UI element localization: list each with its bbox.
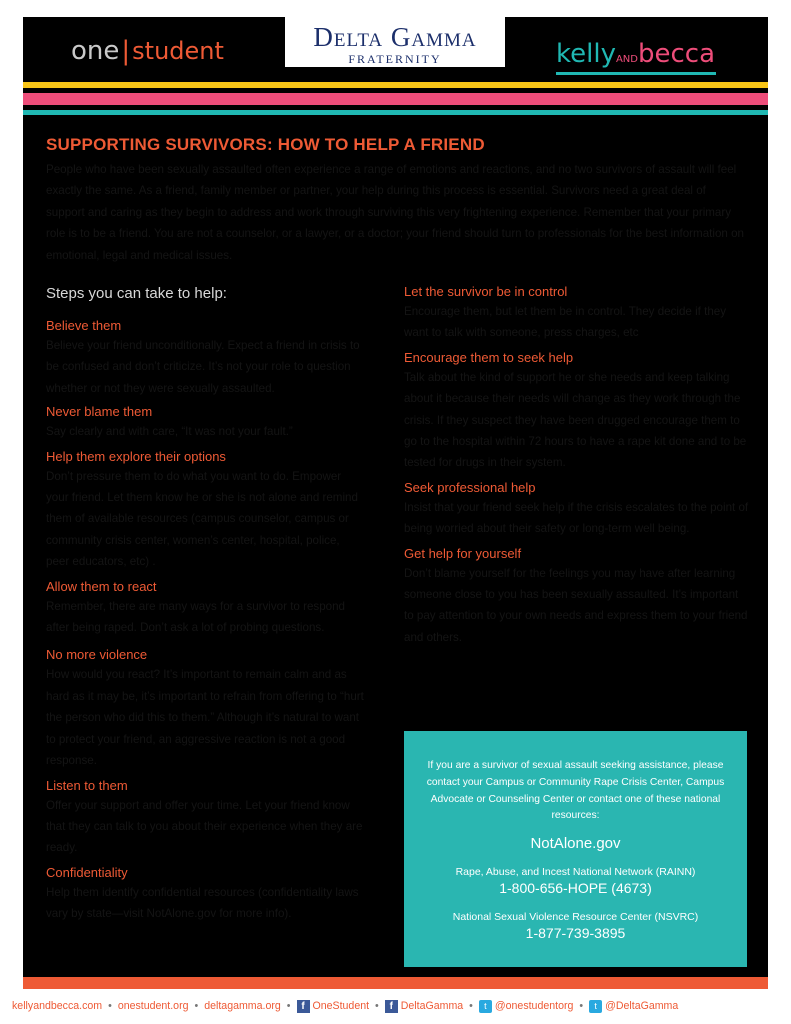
section-body: Don’t blame yourself for the feelings you may have after learning someone close to you has been sexually assaulted. It’s important to pay attention to your own needs and express them to your friend and others. (404, 566, 748, 644)
section-never-blame-them (46, 403, 366, 442)
section-title: Get help for yourself (404, 545, 522, 561)
facebook-icon: f (297, 1000, 310, 1013)
section-title: Listen to them (46, 777, 128, 793)
section-title: No more violence (46, 647, 148, 663)
footer-links (12, 995, 777, 1017)
kellyandbecca-link[interactable]: kellyandbecca.com (12, 1000, 103, 1012)
section-help-yourself (404, 545, 749, 649)
resource-box (404, 731, 747, 967)
rainn-label: Rape, Abuse, and Incest National Network (RAINN) (455, 866, 696, 879)
twitter-icon: t (589, 1000, 602, 1013)
section-title: Never blame them (46, 404, 153, 420)
section-body: Talk about the kind of support he or she needs and keep talking about it because their needs will change as they work through the crisis. If they suspect they have been drugged encourage them to go to the hospital within 72 hours to have a rape kit done and to be tested for drugs in their system. (404, 370, 747, 470)
yellow-stripe (23, 82, 768, 88)
section-body: Offer your support and offer your time. Let your friend know that they can talk to you about their experience when they are ready. (46, 798, 363, 855)
section-body: How would you react? It’s important to remain calm and as hard as it may be, it’s important to refrain from offering to “hurt the person who did this to them.” Although it’s natural to want to protect your friend, an aggressive reaction is not a good response. (46, 668, 364, 768)
rainn-phone[interactable]: 1-800-656-HOPE (4673) (499, 880, 652, 897)
section-body: Believe your friend unconditionally. Expect a friend in crisis to be confused and don’t criticize. It’s not your role to question whether or not they were sexually assaulted. (46, 339, 360, 395)
section-body: Don’t pressure them to do what you want to do. Empower your friend. Let them know he or she is not alone and remind them of available resources (campus counselor, campus or community crisis center, women’s center, hospital, police, peer educators, etc) . (46, 469, 358, 569)
section-professional-help (404, 479, 749, 540)
deltagamma-link[interactable]: deltagamma.org (204, 1000, 281, 1012)
onestudent-link[interactable]: onestudent.org (117, 1000, 189, 1012)
separator: • (469, 1000, 473, 1012)
section-explore-options (46, 448, 366, 573)
section-title: Seek professional help (404, 479, 536, 495)
separator: • (194, 1000, 199, 1012)
section-title: Encourage them to seek help (404, 349, 574, 365)
separator: • (579, 1000, 584, 1012)
intro-paragraph: People who have been sexually assaulted often experience a range of emotions and reactions, and no two survivors of assault will feel exactly the same. As a friend, family member or partner, your help during this process is essential. Survivors need a great deal of support and caring as they begin to address and work through surviving this very frightening experience. Remember that your primary role is to be a friend. You are not a counselor, or a lawyer, or a doctor; your friend should turn to professionals for the best information on emotional, legal and medical issues. (46, 163, 744, 262)
kelly-and-becca-logo: kellyANDbecca (556, 39, 715, 69)
section-title: Confidentiality (46, 864, 128, 880)
header (23, 17, 768, 85)
left-column (46, 285, 366, 925)
nsvrc-label: National Sexual Violence Resource Center (NSVRC) (452, 911, 699, 924)
facebook-icon: f (385, 1000, 398, 1013)
section-body: Help them identify confidential resources (confidentiality laws vary by state—visit NotAlone.gov for more info). (46, 885, 359, 921)
resource-intro: If you are a survivor of sexual assault seeking assistance, please contact your Campus or Community Rape Crisis Center, Campus Advocate or Counseling Center or contact one of these national resources: (426, 760, 725, 822)
twitter-onestudent-link[interactable]: @onestudentorg (494, 1000, 574, 1012)
section-body: Encourage them, but let them be in control. They decide if they want to talk with someone, press charges, etc (404, 305, 727, 340)
section-believe-them (46, 317, 366, 399)
facebook-deltagamma-link[interactable]: DeltaGamma (400, 1000, 464, 1012)
footer-stripe (23, 977, 768, 989)
section-seek-help (404, 349, 749, 474)
facebook-onestudent-link[interactable]: OneStudent (312, 1000, 370, 1012)
section-confidentiality (46, 864, 366, 925)
steps-heading: Steps you can take to help: (46, 285, 227, 302)
section-title: Believe them (46, 318, 122, 333)
page-title: SUPPORTING SURVIVORS: HOW TO HELP A FRIEND (46, 135, 485, 154)
twitter-deltagamma-link[interactable]: @DeltaGamma (605, 1000, 679, 1012)
section-listen (46, 777, 366, 859)
one-student-logo: one|student (71, 36, 224, 66)
nsvrc-phone[interactable]: 1-877-739-3895 (525, 925, 626, 942)
section-body: Remember, there are many ways for a survivor to respond after being raped. Don’t ask a lot of probing questions. (46, 599, 345, 635)
section-title: Allow them to react (46, 578, 157, 594)
separator: • (375, 1000, 379, 1012)
section-body: Say clearly and with care, “It was not your fault.” (46, 425, 293, 439)
flyer-page (23, 17, 768, 989)
section-title: Let the survivor be in control (404, 284, 568, 299)
separator: • (108, 1000, 112, 1012)
delta-gamma-logo: Delta Gamma FRATERNITY (285, 17, 505, 67)
pink-stripe (23, 93, 768, 105)
section-body: Insist that your friend seek help if the crisis escalates to the point of being worried about their safety or long-term well being. (404, 500, 749, 536)
right-column (404, 283, 749, 648)
notalone-link[interactable]: NotAlone.gov (530, 835, 621, 853)
section-survivor-control (404, 283, 749, 344)
section-no-more-violence (46, 646, 366, 771)
section-title: Help them explore their options (46, 448, 226, 464)
logo-underline (556, 72, 716, 75)
section-allow-react (46, 578, 366, 639)
twitter-icon: t (479, 1000, 492, 1013)
teal-stripe (23, 110, 768, 115)
separator: • (286, 1000, 291, 1012)
